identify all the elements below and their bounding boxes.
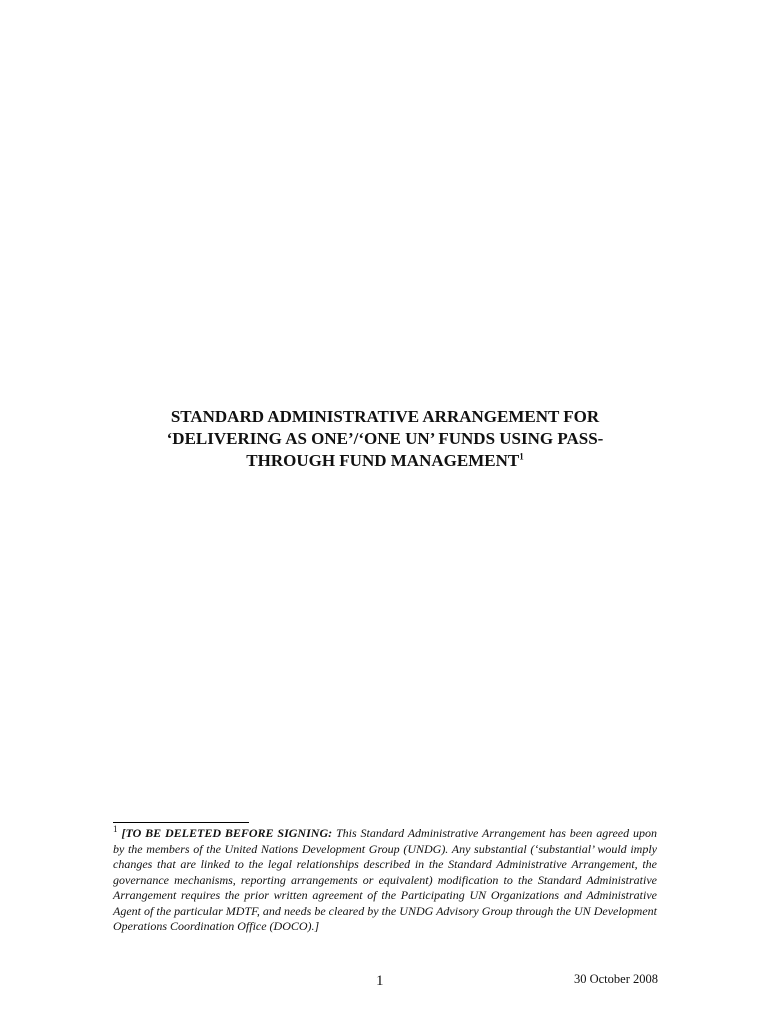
page-date: 30 October 2008 [573, 972, 658, 986]
page-number: 1 [376, 973, 384, 989]
footnote-mark: 1 [113, 824, 118, 834]
footnote-separator [113, 822, 249, 823]
footnote [113, 826, 657, 935]
document-title [130, 406, 640, 472]
title-line-2: ‘DELIVERING AS ONE’/‘ONE UN’ FUNDS USING PASS- [166, 429, 604, 448]
title-footnote-reference[interactable]: 1 [519, 451, 524, 462]
footnote-lead: [TO BE DELETED BEFORE SIGNING: [121, 826, 333, 840]
title-line-3-text: THROUGH FUND MANAGEMENT [246, 451, 520, 470]
footnote-body: This Standard Administrative Arrangement has been agreed upon by the members of the United Nations Development Group (UNDG). Any substantial (‘substantial’ would imply changes that are linked to the legal relationships described in the Standard Administrative Arrangement, the governance mechanisms, reporting arrangements or equivalent) modification to the Standard Administrative Arrangement requires the prior written agreement of the Participating UN Organizations and Administrative Agent of the particular MDTF, and needs be cleared by the UNDG Advisory Group through the UN Development Operations Coordination Office (DOCO).] [113, 826, 657, 933]
title-line-3 [130, 450, 640, 472]
title-line-1: STANDARD ADMINISTRATIVE ARRANGEMENT FOR [170, 407, 600, 426]
